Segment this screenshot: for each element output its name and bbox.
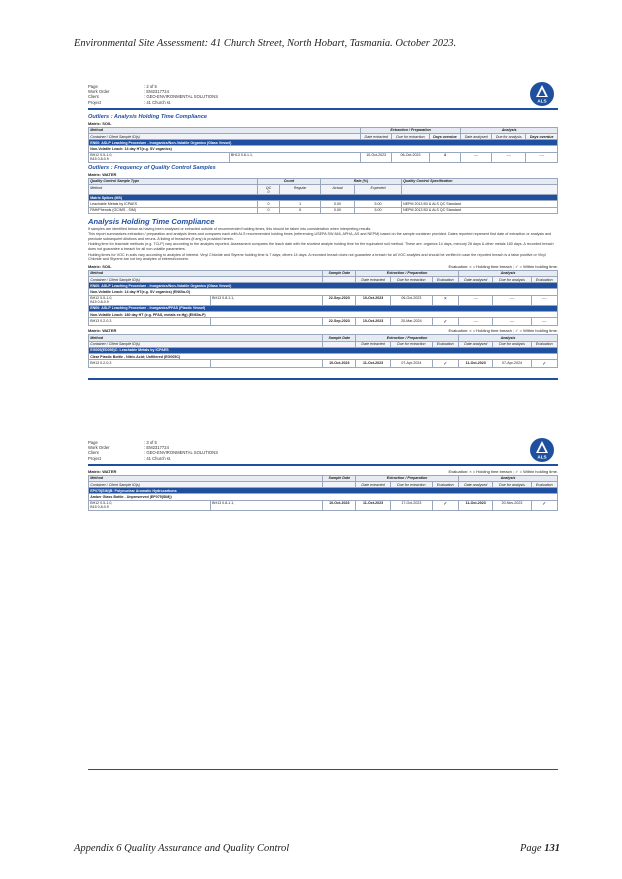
- header-rule: [88, 108, 558, 110]
- aht-water-pah-table: Method Sample Date Extraction / Preparation Analysis Container / Client Sample ID(s) Date extracted Due for extraction Evaluation Date analysed Due for analysis Evaluation EP075(SIM)B: Polynuclear Aromatic Hydrocarbons Amber Glass Bottle - Unpreserved (EP075(SIM)) BH12 0.5-1.0, B15 0.8-0.9 BH13 0.8-1.1, 10-Oct-2023 11-Oct-2023 17-Oct-2023 ✓ 11-Oct-2023 20-Nov-2023 ✓: [88, 475, 558, 511]
- matrix-label-water-3: Matrix: WATER Evaluation: × = Holding time breach ; ✓ = Within holding time.: [88, 468, 558, 474]
- matrix-label-soil: Matrix: SOIL: [88, 120, 112, 126]
- aht-soil-table: Method Sample Date Extraction / Preparation Analysis Container / Client Sample ID(s) Date extracted Due for extraction Evaluation Date analysed Due for analysis Evaluation EN60: ASLP Leaching Procedure - Inorganics/Non-Volatile Organics (Glass Vessel) Non-Volatile Leach: 14 day HT(e.g. SV organics) (EN60a-G) BH12 0.5-1.0, B15 0.8-0.9 BH13 0.8-1.1, 22-Sep-2023 10-Oct-2023 06-Oct-2023 × ---- ---- ---- EN60: ASLP Leaching Procedure - Inorganics/PFAS (Plastic Vessel) Non-Volatile Leach: 180 day HT (e.g. PFAS, metals ex.Hg) (EN60a-P) BH13 0.2-0.3 22-Sep-2023 10-Oct-2023 20-Mar-2024 ✓ ---- ---- ----: [88, 270, 558, 327]
- als-logo-icon: [530, 82, 554, 106]
- check-icon: ✓: [531, 360, 557, 368]
- outliers-holding-table: Method Extraction / Preparation Analysis Container / Client Sample ID(s) Date extracted Due for extraction Days overdue Date analysed Due for analysis Days overdue EN60: ASLP Leaching Procedure - Inorganics/Non-Volatile Organics (Glass Vessel) Non-Volatile Leach: 14 day HT(e.g. SV organics) BH12 0.5-1.0, B15 0.8-0.9 BH13 0.8-1.1, 10-Oct-2023 06-Oct-2023 4 ---- ---- ----: [88, 127, 558, 163]
- evaluation-legend: Evaluation: × = Holding time breach ; ✓ = Within holding time.: [448, 263, 558, 269]
- svg-text:ALS: ALS: [537, 454, 547, 460]
- check-icon: ✓: [432, 318, 458, 326]
- aht-paragraph-3: Holding time for leachate methods (e.g. TCLP) vary according to the analytes reported. Assessment compares the leach date with the shortest analyte holding time for the equivalent soil method. These are: organics 14 days, mercury 28 days & other metals 180 days. A recorded breach does not guarantee a breach for all non-volatile parameters.: [88, 242, 554, 252]
- frequency-table: Quality Control Sample Type Count Rate (%) Quality Control Specification Method QC 0 Regular Actual Expected Matrix Spikes (MS) Leachable Metals by ICPAES 0 1 0.00 5.00 NEPM 2013 B3 & ALS QC Standard PAH/Phenols (GC/MS - SIM) 0 5 0.00 5.00 NEPM 2013 B3 & ALS QC Standard: [88, 178, 558, 214]
- aht-paragraph-4: Holding times for VOC in soils vary according to analytes of interest. Vinyl Chloride and Styrene holding time is 7 days; others 14 days. A recorded breach does not guarantee a breach for all VOC analytes and should be verified in case the reported breach is a false positive or Vinyl Chloride and Styrene are not key analytes of interest/concern.: [88, 252, 546, 262]
- als-logo-icon: [530, 438, 554, 462]
- section-title-outliers-frequency: Outliers : Frequency of Quality Control Samples: [88, 164, 216, 171]
- page-bottom-rule: [88, 378, 558, 380]
- aht-paragraph-1: If samples are identified below as having been analysed or extracted outside of recommended holding times, this should be taken into consideration when interpreting results.: [88, 226, 372, 231]
- header-rule: [88, 464, 558, 466]
- evaluation-legend: Evaluation: × = Holding time breach ; ✓ = Within holding time.: [448, 328, 558, 334]
- aht-water-table: Method Sample Date Extraction / Preparation Analysis Container / Client Sample ID(s) Date extracted Due for extraction Evaluation Date analysed Due for analysis Evaluation EG005(ED093)C: Leachable Metals by ICPAES Clear Plastic Bottle - Nitric Acid; Unfiltered (EG005C) BH13 0.2-0.3 10-Oct-2023 11-Oct-2023 07-Apr-2024 ✓ 11-Oct-2023 07-Apr-2024 ✓: [88, 334, 558, 368]
- table-row: BH13 0.2-0.3 10-Oct-2023 11-Oct-2023 07-Apr-2024 ✓ 11-Oct-2023 07-Apr-2024 ✓: [89, 360, 558, 368]
- report-page-2: [88, 84, 558, 380]
- page-bottom-rule: [88, 769, 558, 771]
- section-title-outliers-holding: Outliers : Analysis Holding Time Compliance: [88, 113, 208, 120]
- report-page-3: [88, 440, 558, 770]
- aht-paragraph-2: This report summarizes extraction / preparation and analysis times and compares each with ALS recommended holding times (referencing USEPA SW 846, APHA, AS and NEPM) based on the sample container provided. Dates reported represent first date of extraction or analysis and preclude subsequent dilutions and reruns. A listing of breaches (if any) is provided herein.: [88, 232, 552, 241]
- table-row: BH12 0.5-1.0, B15 0.8-0.9 BH13 0.8-1.1, 10-Oct-2023 11-Oct-2023 17-Oct-2023 ✓ 11-Oct-2023 20-Nov-2023 ✓: [89, 500, 558, 510]
- evaluation-legend: Evaluation: × = Holding time breach ; ✓ = Within holding time.: [448, 468, 558, 474]
- check-icon: ✓: [432, 360, 458, 368]
- svg-text:ALS: ALS: [537, 98, 547, 104]
- als-logo: [530, 82, 554, 106]
- als-logo: [530, 438, 554, 462]
- table-row: BH12 0.5-1.0, B15 0.8-0.9 BH13 0.8-1.1, 10-Oct-2023 06-Oct-2023 4 ---- ---- ----: [89, 152, 558, 162]
- footer-appendix-label: Appendix 6 Quality Assurance and Quality Control: [74, 843, 290, 854]
- matrix-label-water: Matrix: WATER: [88, 171, 117, 177]
- table-row: BH13 0.2-0.3 22-Sep-2023 10-Oct-2023 20-Mar-2024 ✓ ---- ---- ----: [89, 318, 558, 326]
- section-title-aht: Analysis Holding Time Compliance: [88, 216, 215, 226]
- table-row: BH12 0.5-1.0, B15 0.8-0.9 BH13 0.8-1.1, 22-Sep-2023 10-Oct-2023 06-Oct-2023 × ---- ---- ----: [89, 295, 558, 305]
- footer-page-number: Page 131: [520, 843, 560, 854]
- matrix-label-water-2: Matrix: WATER Evaluation: × = Holding time breach ; ✓ = Within holding time.: [88, 328, 558, 334]
- report-meta: Page : 3 of 5 Work Order : EM2317724 Client : GEO-ENVIRONMENTAL SOLUTIONS Project : 41 Church st.: [88, 440, 218, 461]
- breach-icon: ×: [432, 295, 458, 305]
- matrix-label-soil-2: Matrix: SOIL Evaluation: × = Holding time breach ; ✓ = Within holding time.: [88, 263, 558, 269]
- check-icon: ✓: [432, 500, 458, 510]
- report-meta: Page : 2 of 5 Work Order : EM2317724 Client : GEO-ENVIRONMENTAL SOLUTIONS Project : 41 Church st.: [88, 84, 218, 105]
- table-row: PAH/Phenols (GC/MS - SIM) 0 5 0.00 5.00 NEPM 2013 B3 & ALS QC Standard: [89, 207, 558, 213]
- check-icon: ✓: [531, 500, 557, 510]
- document-header-title: Environmental Site Assessment: 41 Church Street, North Hobart, Tasmania. October 2023.: [74, 38, 457, 49]
- table-row: Leachable Metals by ICPAES 0 1 0.00 5.00 NEPM 2013 B3 & ALS QC Standard: [89, 201, 558, 207]
